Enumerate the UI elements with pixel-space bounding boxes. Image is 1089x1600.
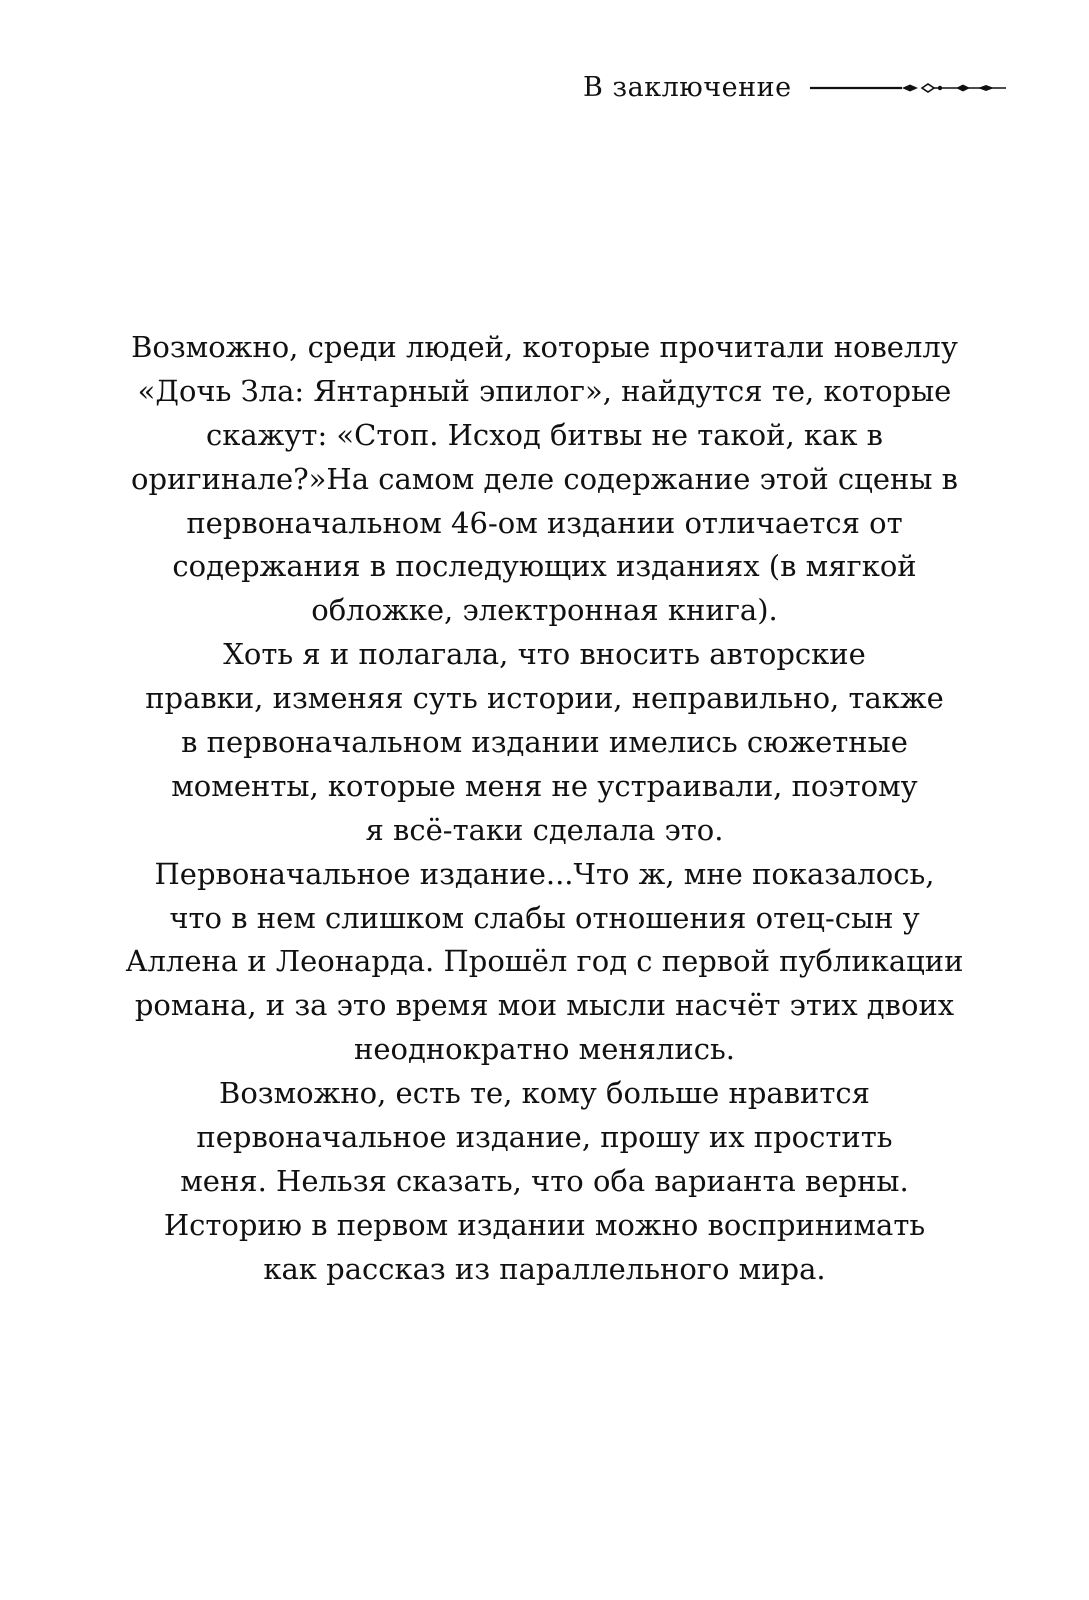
text-line: что в нем слишком слабы отношения отец-сын у xyxy=(169,900,920,935)
text-line: правки, изменяя суть истории, неправильно, также xyxy=(145,681,944,716)
text-line: скажут: «Стоп. Исход битвы не такой, как в xyxy=(206,417,883,452)
text-line: Историю в первом издании можно воспринимать xyxy=(163,1207,926,1242)
text-line: содержания в последующих изданиях (в мягкой xyxy=(172,549,917,584)
text-line: неоднократно менялись. xyxy=(354,1032,735,1067)
page-header xyxy=(583,72,1006,103)
text-line: Возможно, среди людей, которые прочитали новеллу xyxy=(131,330,958,364)
text-line: в первоначальном издании имелись сюжетные xyxy=(181,725,908,760)
text-line: моменты, которые меня не устраивали, поэтому xyxy=(171,768,918,803)
text-line: Возможно, есть те, кому больше нравится xyxy=(219,1076,870,1111)
text-line: я всё-таки сделала это. xyxy=(365,812,724,847)
text-line: романа, и за это время мои мысли насчёт этих двоих xyxy=(134,988,955,1023)
ornament-rule-icon xyxy=(810,80,1006,96)
text-line: обложке, электронная книга). xyxy=(311,593,778,628)
chapter-title: В заключение xyxy=(583,72,792,103)
text-line: как рассказ из параллельного мира. xyxy=(263,1251,826,1286)
text-line: первоначальном 46-ом издании отличается от xyxy=(186,505,903,540)
text-line: оригинале?»На самом деле содержание этой сцены в xyxy=(131,461,958,496)
text-line: Первоначальное издание...Что ж, мне показалось, xyxy=(154,856,935,891)
text-line: Аллена и Леонарда. Прошёл год с первой публикации xyxy=(125,944,964,979)
afterword-text xyxy=(60,326,1029,1292)
text-line: Хоть я и полагала, что вносить авторские xyxy=(223,637,866,672)
text-line: «Дочь Зла: Янтарный эпилог», найдутся те, которые xyxy=(137,373,952,408)
text-line: меня. Нельзя сказать, что оба варианта верны. xyxy=(180,1163,909,1198)
text-line: первоначальное издание, прошу их простить xyxy=(196,1120,893,1155)
